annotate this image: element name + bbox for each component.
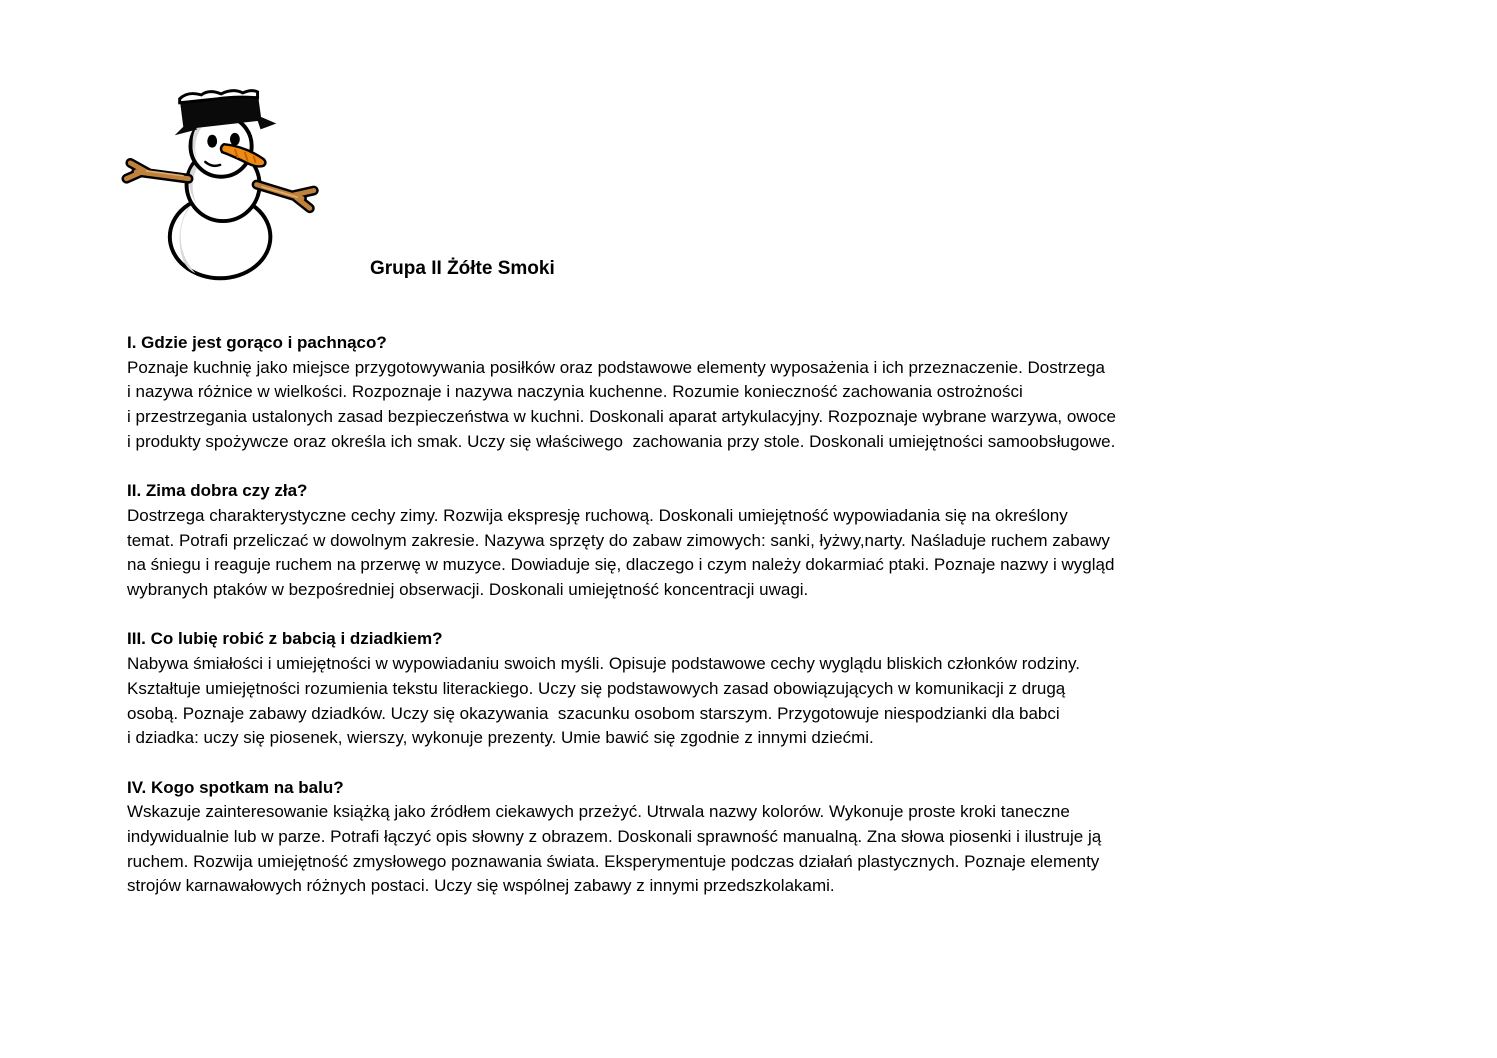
text-line: Poznaje kuchnię jako miejsce przygotowywania posiłków oraz podstawowe elementy wyposażenia i ich przeznaczenie. Dostrzega [127,357,1105,377]
section-2 [127,479,1467,603]
section-4 [127,776,1467,900]
section-heading: II. Zima dobra czy zła? [127,481,308,501]
text-line: Wskazuje zainteresowanie książką jako źródłem ciekawych przeżyć. Utrwala nazwy kolorów. Wykonuje proste kroki taneczne [127,802,1070,822]
snowman-left-arm [126,163,188,179]
document-body [127,331,1467,924]
text-line: ruchem. Rozwija umiejętność zmysłowego poznawania świata. Eksperymentuje podczas działań plastycznych. Poznaje elementy [127,851,1100,871]
section-heading: IV. Kogo spotkam na balu? [127,777,344,797]
snowman-eye-right [230,133,240,146]
text-line: i produkty spożywcze oraz określa ich smak. Uczy się właściwego zachowania przy stole. Doskonali umiejętności samoobsługowe. [127,431,1116,451]
snowman-eye-left [207,135,217,148]
text-line: indywidualnie lub w parze. Potrafi łączyć opis słowny z obrazem. Doskonali sprawność manualną. Zna słowa piosenki i ilustruje ją [127,827,1102,847]
section-heading: III. Co lubię robić z babcią i dziadkiem? [127,629,443,649]
text-line: i nazywa różnice w wielkości. Rozpoznaje i nazywa naczynia kuchenne. Rozumie konieczność zachowania ostrożności [127,382,1023,402]
text-line: strojów karnawałowych różnych postaci. Uczy się wspólnej zabawy z innymi przedszkolakami. [127,876,835,896]
section-3 [127,627,1467,751]
text-line: temat. Potrafi przeliczać w dowolnym zakresie. Nazywa sprzęty do zabaw zimowych: sanki, łyżwy,narty. Naśladuje ruchem zabawy [127,530,1110,550]
snowman-image [118,86,336,298]
section-1 [127,331,1467,455]
section-heading: I. Gdzie jest gorąco i pachnąco? [127,333,387,352]
snowman-clipart [118,86,336,298]
snowman-right-arm [257,185,314,209]
text-line: Nabywa śmiałości i umiejętności w wypowiadaniu swoich myśli. Opisuje podstawowe cechy wyglądu bliskich członków rodziny. [127,654,1081,674]
text-line: Dostrzega charakterystyczne cechy zimy. Rozwija ekspresję ruchową. Doskonali umiejętność wypowiadania się na określony [127,505,1068,525]
text-line: wybranych ptaków w bezpośredniej obserwacji. Doskonali umiejętność koncentracji uwagi. [127,580,809,600]
page-title: Grupa II Żółte Smoki [370,258,555,279]
text-line: i dziadka: uczy się piosenek, wierszy, wykonuje prezenty. Umie bawić się zgodnie z innymi dziećmi. [127,728,874,748]
text-line: osobą. Poznaje zabawy dziadków. Uczy się okazywania szacunku osobom starszym. Przygotowuje niespodzianki dla babci [127,703,1060,723]
text-line: i przestrzegania ustalonych zasad bezpieczeństwa w kuchni. Doskonali aparat artykulacyjny. Rozpoznaje wybrane warzywa, owoce [127,407,1117,427]
text-line: Kształtuje umiejętności rozumienia tekstu literackiego. Uczy się podstawowych zasad obowiązujących w komunikacji z drugą [127,678,1066,698]
text-line: na śniegu i reaguje ruchem na przerwę w muzyce. Dowiaduje się, dlaczego i czym należy dokarmiać ptaki. Poznaje nazwy i wygląd [127,555,1115,575]
